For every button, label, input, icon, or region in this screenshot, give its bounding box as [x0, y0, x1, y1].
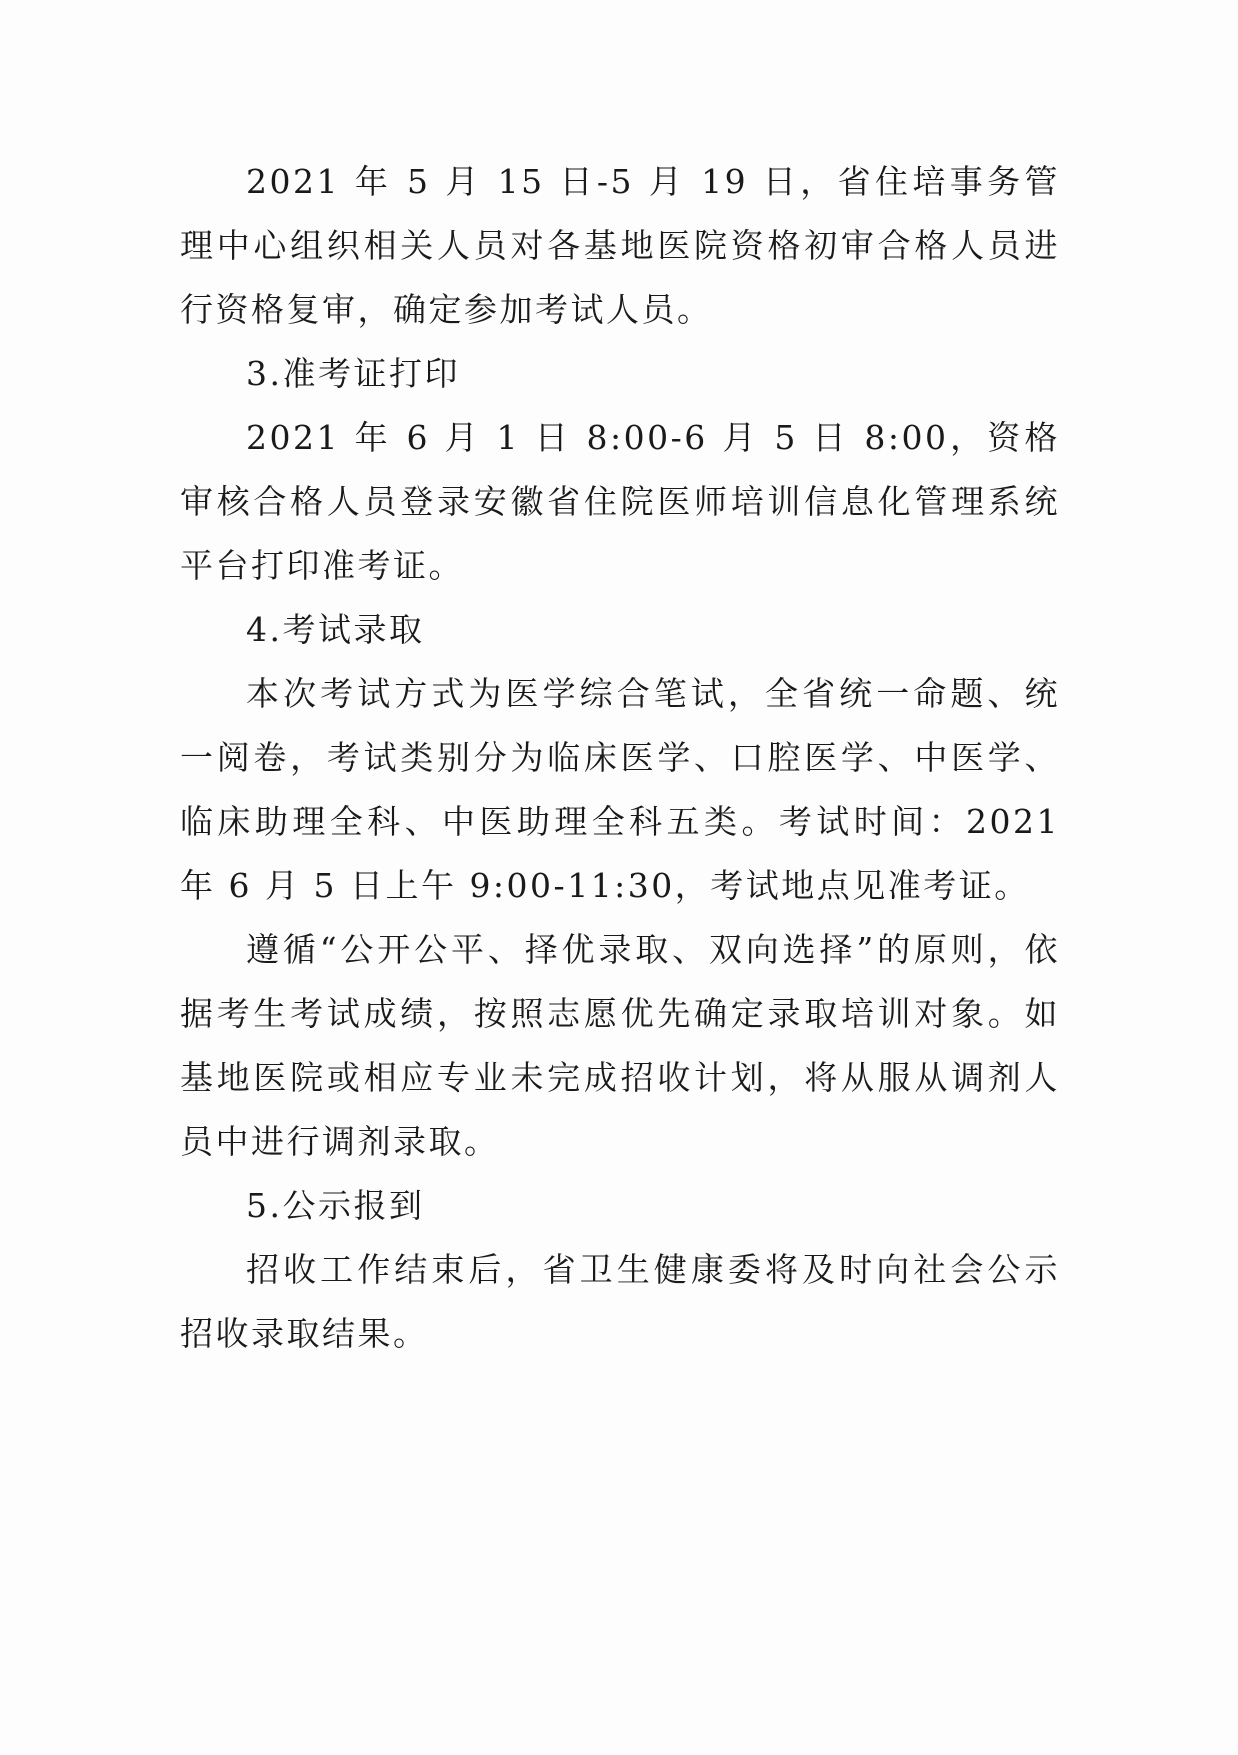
document-body [180, 150, 1060, 1366]
paragraph-admission-ticket-printing: 2021 年 6 月 1 日 8:00-6 月 5 日 8:00，资格审核合格人员登录安徽省住院医师培训信息化管理系统平台打印准考证。 [180, 418, 1060, 585]
section-heading-admission-ticket: 3.准考证打印 [246, 354, 460, 393]
section-heading-publicity-registration: 5.公示报到 [246, 1186, 425, 1225]
paragraph-exam-format: 本次考试方式为医学综合笔试，全省统一命题、统一阅卷，考试类别分为临床医学、口腔医学、中医学、临床助理全科、中医助理全科五类。考试时间：2021 年 6 月 5 日上午 9:00-11:30，考试地点见准考证。 [180, 674, 1060, 905]
paragraph-results-publicity: 招收工作结束后，省卫生健康委将及时向社会公示招收录取结果。 [180, 1250, 1060, 1353]
paragraph-admission-principles: 遵循“公开公平、择优录取、双向选择”的原则，依据考生考试成绩，按照志愿优先确定录取培训对象。如基地医院或相应专业未完成招收计划，将从服从调剂人员中进行调剂录取。 [180, 930, 1060, 1161]
paragraph-review-period: 2021 年 5 月 15 日-5 月 19 日，省住培事务管理中心组织相关人员对各基地医院资格初审合格人员进行资格复审，确定参加考试人员。 [180, 162, 1060, 329]
section-heading-exam-admission: 4.考试录取 [246, 610, 425, 649]
